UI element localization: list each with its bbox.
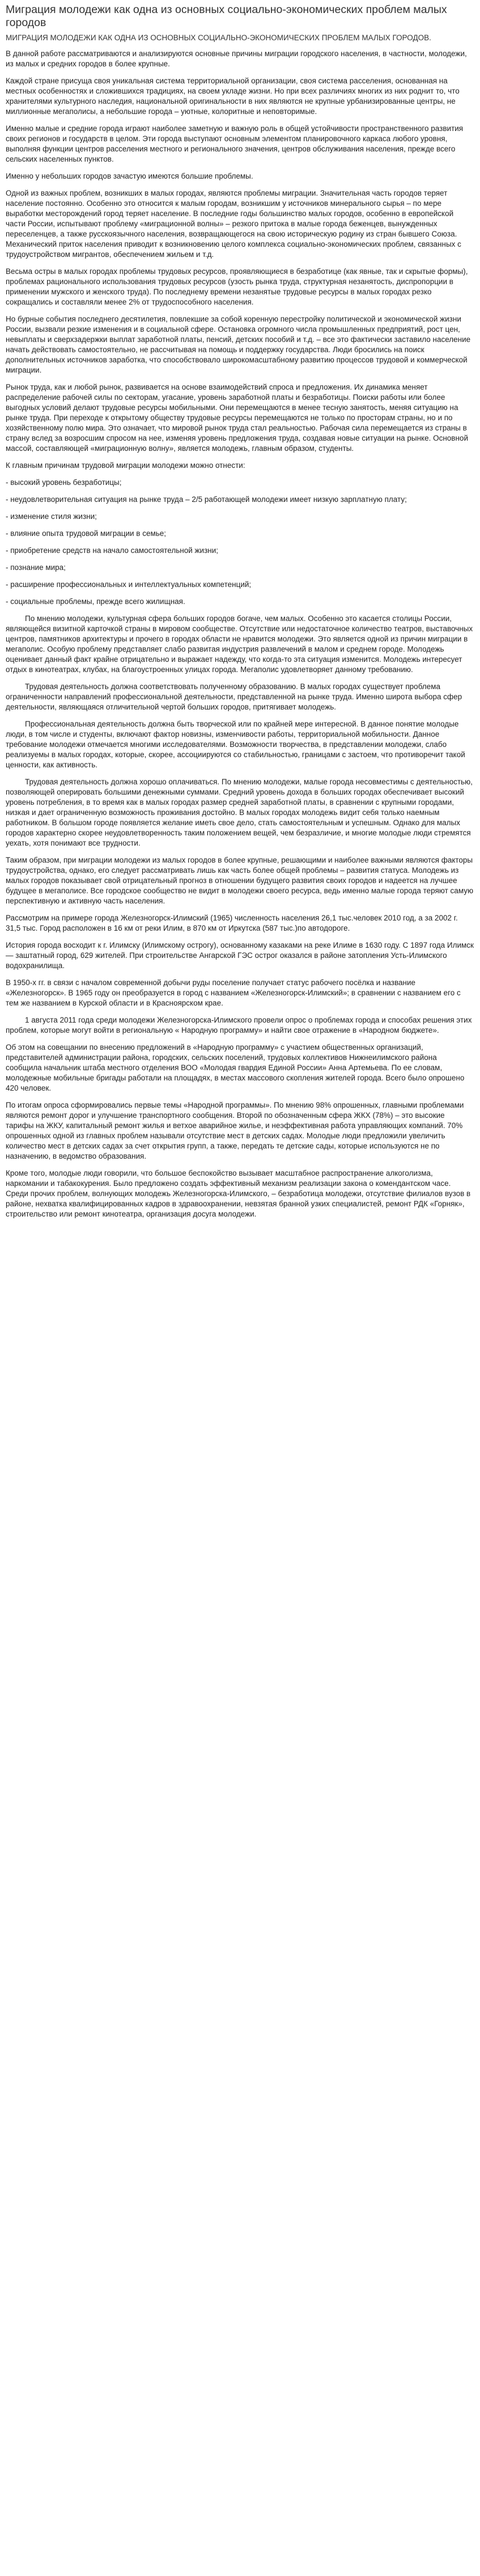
- paragraph: Но бурные события последнего десятилетия, повлекшие за собой коренную перестройку политической и экономической жизни России, вызвали резкие изменения и в социальной сфере. Остановка огромного числа промышленных предприятий, рост цен, невыплаты и сверхзадержки выплат заработной платы, пенсий, детских пособий и т.д. – все это фактически заставило население начать действовать самостоятельно, не рассчитывая на помощь и поддержку государства. Люди бросились на поиск дополнительных источников заработка, что способствовало широкомасштабному развитию процессов трудовой и коммерческой миграции.: [6, 315, 471, 374]
- paragraph: Профессиональная деятельность должна быть творческой или по крайней мере интересной. В данное понятие молодые люди, в том числе и студенты, включают фактор новизны, изменчивости работы, территориальной мобильности. Данное требование молодежи отмечается многими исследователями. Возможности творчества, в представлении молодежи, слабо реализуемы в малых городах, которые, скорее, ассоциируются со стабильностью, границами с застоем, что противоречит такой ценности, как активность.: [6, 720, 465, 769]
- paragraph: Кроме того, молодые люди говорили, что большое беспокойство вызывает масштабное распространение алкоголизма, наркомании и табакокурения. Было предложено создать эффективный механизм реализации закона о комендантском часе. Среди прочих проблем, волнующих молодежь Железногорска-Илимского, – безработица молодежи, отсутствие филиалов вузов в районе, нехватка квалифицированных кадров в здравоохранении, невзятая бранной узких специалистей, ремонт РДК «Горняк», строительство или ремонт кинотеатра, организация досуга молодежи.: [6, 1169, 471, 1218]
- list-item: - приобретение средств на начало самостоятельной жизни;: [6, 546, 219, 555]
- paragraph: Именно малые и средние города играют наиболее заметную и важную роль в общей устойчивости пространственного развития своих регионов и государств в целом. Эти города выступают основным элементом планировочного каркаса любого уровня, выполняя функции центров расселения местного и регионального значения, центров обслуживания населения, прежде всего сельских населенных пунктов.: [6, 124, 464, 163]
- paragraph: По итогам опроса сформировались первые темы «Народной программы». По мнению 98% опрошенных, главными проблемами являются ремонт дорог и улучшение транспортного сообщения. Второй по обозначенным сфера ЖКХ (78%) – это высокие тарифы на ЖКУ, капитальный ремонт жилья и ветхое аварийное жилье, и неэффективная работа управляющих компаний. 70% опрошенных одной из главных проблем называли отсутствие мест в детских садах. Молодые люди предложили увеличить количество мест в детских садах за счет открытия групп, а также, передать те детские сады, которые используются не по назначению, в ведомство образования.: [6, 1101, 464, 1160]
- article-title: Миграция молодежи как одна из основных социально-экономических проблем малых городов: [6, 3, 447, 29]
- paragraph: Каждой стране присуща своя уникальная система территориальной организации, своя система расселения, основанная на местных особенностях и сложившихся традициях, на своем укладе жизни. Но при всех различиях многих из них роднит то, что хранителями культурного наследия, национальной оригинальности в них являются не крупные урбанизированные центры, не миллионные мегаполисы, а небольшие города – уютные, колоритные и неповторимые.: [6, 77, 460, 116]
- paragraph: Именно у небольших городов зачастую имеются большие проблемы.: [6, 172, 253, 180]
- paragraph: Весьма остры в малых городах проблемы трудовых ресурсов, проявляющиеся в безработице (как явные, так и скрытые формы), проблемах рационального использования трудовых ресурсов (узость рынка труда, структурная незанятость, диспропорции в применении мужского и женского труда). По последнему времени незанятые трудовые ресурсы в малых городах резко сокращались и составляли менее 2% от трудоспособного населения.: [6, 267, 468, 306]
- paragraph: В 1950-х гг. в связи с началом современной добычи руды поселение получает статус рабочего посёлка и название «Железногорск». В 1965 году он преобразуется в город с названием «Железногорск-Илимский»; в сравнении с названием его с тем же названием в Курской области и в Красноярском крае.: [6, 978, 461, 1007]
- list-item: - познание мира;: [6, 563, 66, 572]
- list-item: - неудовлетворительная ситуация на рынке труда – 2/5 работающей молодежи имеет низкую зарплатную плату;: [6, 495, 407, 504]
- list-item: - расширение профессиональных и интеллектуальных компетенций;: [6, 580, 252, 589]
- paragraph: Об этом на совещании по внесению предложений в «Народную программу» с участием общественных организаций, представителей администрации района, городских, сельских поселений, трудовых коллективов Нижнеилимского района сообщила начальник штаба местного отделения ВОО «Молодая гвардия Единой России» Анна Артемьева. По ее словам, молодежные мобильные бригады работали на площадях, в местах массового скопления жителей города. Всего было опрошено 420 человек.: [6, 1043, 465, 1092]
- paragraph: Трудовая деятельность должна соответствовать полученному образованию. В малых городах существует проблема ограниченности направлений профессиональной деятельности, представленной на рынке труда. Именно широта выбора сфер деятельности, являющаяся отличительной чертой больших городов, притягивает молодежь.: [6, 682, 462, 711]
- paragraph: Трудовая деятельность должна хорошо оплачиваться. По мнению молодежи, малые города несовместимы с деятельностью, позволяющей оперировать большими денежными суммами. Средний уровень дохода в больших городах обеспечивает высокий уровень потребления, в то время как в малых городах размер средней заработной платы, в сравнении с крупными городами, низкая и дает ограниченную возможность проживания достойно. В малых городах молодежь видит себя только наемным работником. В большом городе появляется желание иметь свое дело, стать самостоятельным и успешным. Однако для малых городов характерно скорее неудовлетворенность таким положением вещей, чем безразличие, и многие молодые люди стремятся уехать, хотя понимают все трудности.: [6, 778, 473, 847]
- paragraph: Одной из важных проблем, возникших в малых городах, являются проблемы миграции. Значительная часть городов теряет население постоянно. Особенно это относится к малым городам, возникшим у источников минерального сырья – по мере выработки месторождений город теряет население. В последние годы большинство малых городов, особенно в европейской части России, испытывают проблему «миграционной волны» – резкого притока в малые города беженцев, вынужденных переселенцев, а также русскоязычного населения, возвращающегося на свою историческую родину из стран бывшего Союза. Механический приток населения приводит к возникновению целого комплекса социально-экономических проблем, связанных с трудоустройством мигрантов, обеспечением жильем и т.д.: [6, 189, 461, 259]
- list-item: - социальные проблемы, прежде всего жилищная.: [6, 597, 185, 606]
- paragraph: 1 августа 2011 года среди молодежи Железногорска-Илимского провели опрос о проблемах города и способах решения этих проблем, которые могут войти в региональную « Народную программу» и найти свое отражение в «Народном бюджете».: [6, 1016, 472, 1034]
- paragraph: По мнению молодежи, культурная сфера больших городов богаче, чем малых. Особенно это касается столицы России, являющейся визитной карточкой страны в мировом сообществе. Отсутствие или недостаточное количество театров, выставочных центров, памятников архитектуры и прочего в городах области не нравится молодежи. Это является одной из причин миграции в мегаполис. Особую проблему представляет слабо развитая индустрия развлечений в малом и среднем городе. Молодежь оценивает данный факт крайне отрицательно и выражает надежду, что когда-то эта ситуация изменится. Молодежь интересует отдых в кинотеатрах, клубах, на благоустроенных улицах города. Мегаполис удовлетворяет данному требованию.: [6, 614, 473, 674]
- paragraph: История города восходит к г. Илимску (Илимскому острогу), основанному казаками на реке Илиме в 1630 году. С 1897 года Илимск — заштатный город, 629 жителей. При строительстве Ангарской ГЭС острог оказался в районе затопления Усть-Илимского водохранилища.: [6, 941, 474, 970]
- paragraph: В данной работе рассматриваются и анализируются основные причины миграции городского населения, в частности, молодежи, из малых и средних городов в более крупные.: [6, 49, 467, 68]
- article-subtitle: МИГРАЦИЯ МОЛОДЕЖИ КАК ОДНА ИЗ ОСНОВНЫХ СОЦИАЛЬНО-ЭКОНОМИЧЕСКИХ ПРОБЛЕМ МАЛЫХ ГОРОДОВ.: [6, 33, 431, 42]
- paragraph: К главным причинам трудовой миграции молодежи можно отнести:: [6, 461, 245, 470]
- list-item: - высокий уровень безработицы;: [6, 478, 122, 487]
- article: [0, 0, 480, 1219]
- paragraph: Рассмотрим на примере города Железногорск-Илимский (1965) численность населения 26,1 тыс.человек 2010 год, а за 2002 г. 31,5 тыс. Город расположен в 16 км от реки Илим, в 870 км от Иркутска (587 тыс.)по автодороге.: [6, 914, 458, 932]
- list-item: - влияние опыта трудовой миграции в семье;: [6, 529, 167, 538]
- paragraph: Рынок труда, как и любой рынок, развивается на основе взаимодействий спроса и предложения. Их динамика меняет распределение рабочей силы по секторам, угасание, уровень заработной платы и безработицы. Поиски работы или более выгодных условий делают трудовые ресурсы мобильными. Они перемещаются в менее тесную занятость, меняя ситуацию на рынке труда. При переходе к открытому обществу трудовые ресурсы перемещаются не только по просторам страны, но и по хозяйственному полю мира. Это означает, что мировой рынок труда стал реальностью. Рабочая сила перемещается из страны в страну вслед за возросшим спросом на нее, изменяя уровень предложения труда, создавая новые ситуации на рынке. Основной массой, составляющей «миграционную волну», является молодежь, главным образом, студенты.: [6, 383, 468, 453]
- paragraph: Таким образом, при миграции молодежи из малых городов в более крупные, решающими и наиболее важными являются факторы трудоустройства, однако, его следует рассматривать лишь как часть более общей проблемы – развития статуса. Молодежь из малых городов показывает свой отрицательный прогноз в отношении будущего развития своих городов и надеется на лучшее будущее в мегаполисе. Все городское сообщество не видит в молодежи своего ресурса, ведь именно малые города теряют самую перспективную и активную часть населения.: [6, 856, 474, 905]
- list-item: - изменение стиля жизни;: [6, 512, 97, 521]
